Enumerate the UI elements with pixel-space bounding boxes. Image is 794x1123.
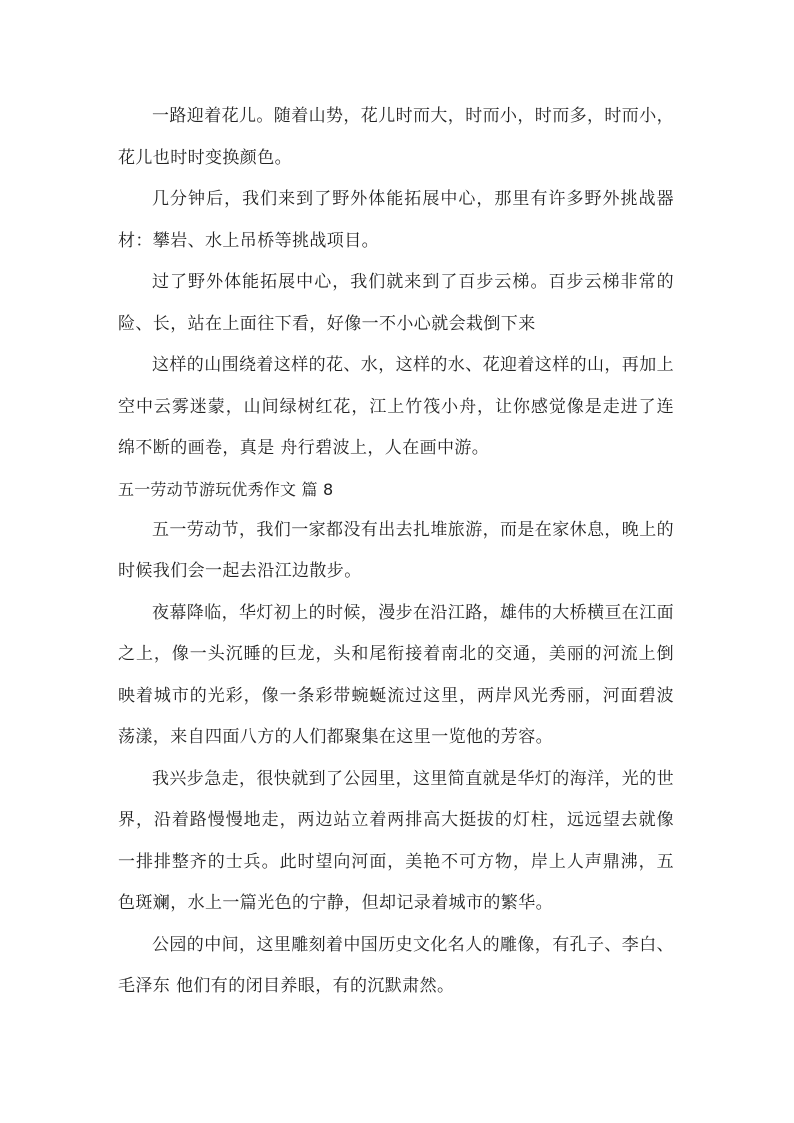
paragraph: 一路迎着花儿。随着山势，花儿时而大，时而小，时而多，时而小，花儿也时时变换颜色。 [118,106,674,168]
paragraph: 过了野外体能拓展中心，我们就来到了百步云梯。百步云梯非常的险、长，站在上面往下看，好像一不小心就会栽倒下来 [118,272,674,334]
paragraph: 这样的山围绕着这样的花、水，这样的水、花迎着这样的山，再加上空中云雾迷蒙，山间绿树红花，江上竹筏小舟，让你感觉像是走进了连绵不断的画卷，真是 舟行碧波上，人在画中游。 [118,355,674,458]
paragraph: 我兴步急走，很快就到了公园里，这里简直就是华灯的海洋，光的世界，沿着路慢慢地走，两边站立着两排高大挺拔的灯柱，远远望去就像一排排整齐的士兵。此时望向河面，美艳不可方物，岸上人声鼎沸，五色斑斓，水上一篇光色的宁静，但却记录着城市的繁华。 [118,768,674,913]
paragraph: 夜幕降临，华灯初上的时候，漫步在沿江路，雄伟的大桥横亘在江面之上，像一头沉睡的巨龙，头和尾衔接着南北的交通，美丽的河流上倒映着城市的光彩，像一条彩带蜿蜒流过这里，两岸风光秀丽，河面碧波荡漾，来自四面八方的人们都聚集在这里一览他的芳容。 [118,602,674,747]
paragraph: 公园的中间，这里雕刻着中国历史文化名人的雕像，有孔子、李白、毛泽东 他们有的闭目养眼，有的沉默肃然。 [118,934,674,996]
document-page [118,96,674,1008]
paragraph: 几分钟后，我们来到了野外体能拓展中心，那里有许多野外挑战器材：攀岩、水上吊桥等挑战项目。 [118,189,674,251]
section-heading: 五一劳动节游玩优秀作文 篇 8 [118,479,334,499]
paragraph: 五一劳动节，我们一家都没有出去扎堆旅游，而是在家休息，晚上的时候我们会一起去沿江边散步。 [118,519,674,581]
